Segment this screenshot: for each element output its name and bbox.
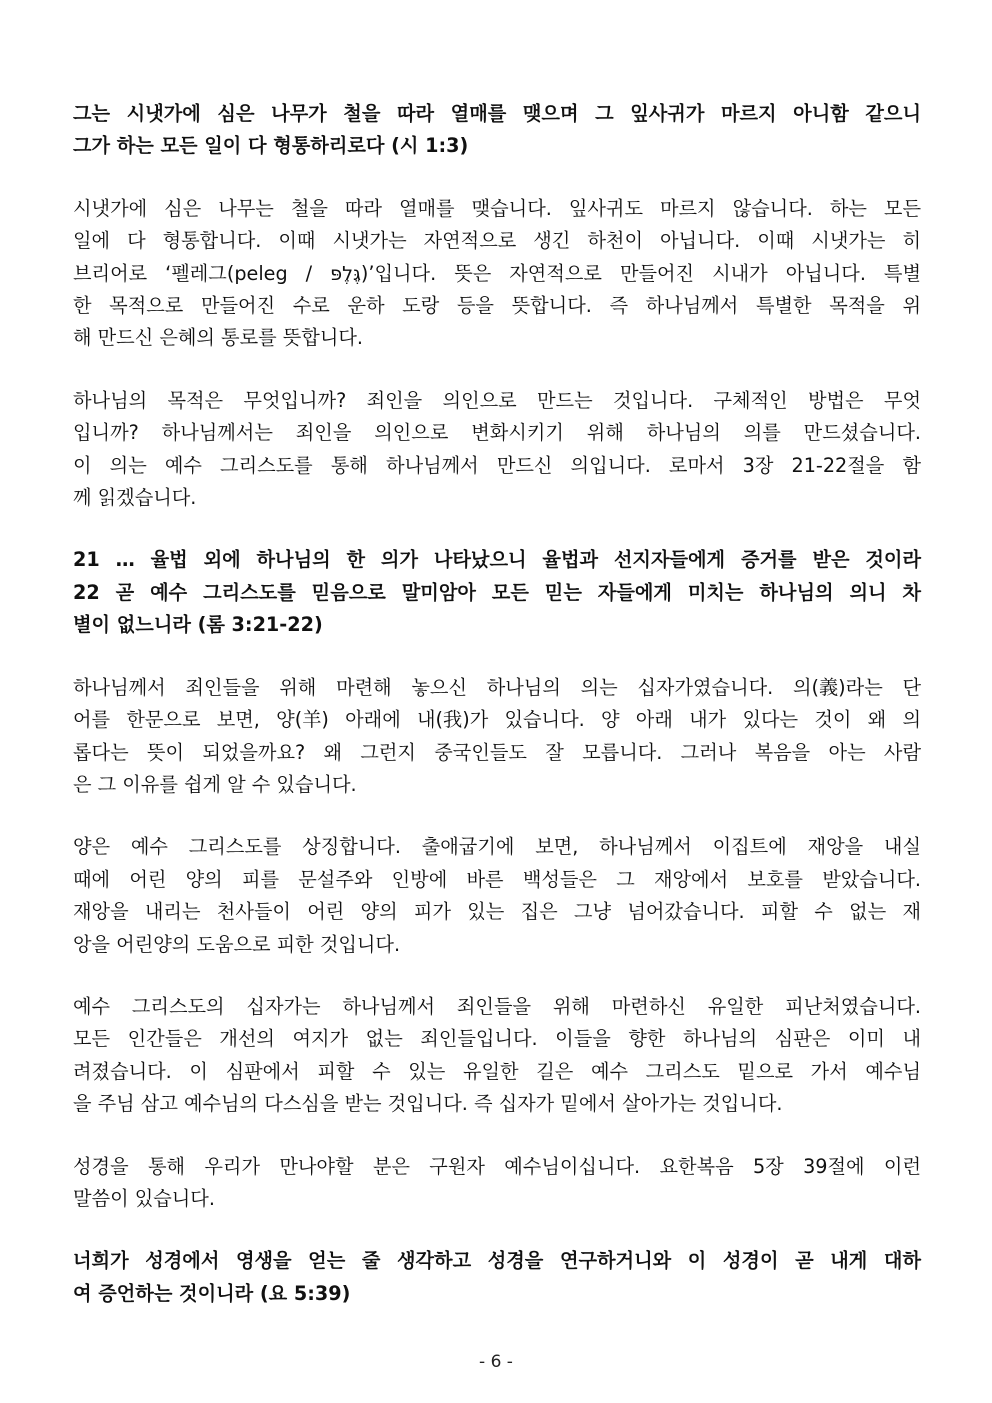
body-paragraph [73,385,921,515]
text-line: 여 증언하는 것이니라 (요 5:39) [73,1281,351,1305]
text-line: 브리어로 ‘펠레그(peleg / גֶּלֶפּ)’입니다. 뜻은 자연적으로 만들어진 시내가 아닙니다. 특별 [73,261,921,285]
text-line: 하나님의 목적은 무엇입니까? 죄인을 의인으로 만드는 것입니다. 구체적인 방법은 무엇 [73,388,921,412]
text-line: 재앙을 내리는 천사들이 어린 양의 피가 있는 집은 그냥 넘어갔습니다. 피할 수 없는 재 [73,900,921,924]
text-line: 너희가 성경에서 영생을 얻는 줄 생각하고 성경을 연구하거니와 이 성경이 곧 내게 대하 [73,1249,921,1273]
body-paragraph [73,1151,921,1216]
text-line: 그는 시냇가에 심은 나무가 철을 따라 열매를 맺으며 그 잎사귀가 마르지 아니함 같으니 [73,102,921,125]
text-line: 한 목적으로 만들어진 수로 운하 도랑 등을 뜻합니다. 즉 하나님께서 특별한 목적을 위 [73,294,921,318]
text-line: 일에 다 형통합니다. 이때 시냇가는 자연적으로 생긴 하천이 아닙니다. 이때 시냇가는 히 [73,229,921,253]
text-line: 어를 한문으로 보면, 양(羊) 아래에 내(我)가 있습니다. 양 아래 내가 있다는 것이 왜 의 [73,708,921,732]
text-line: 입니까? 하나님께서는 죄인을 의인으로 변화시키기 위해 하나님의 의를 만드셨습니다. [73,421,921,445]
body-paragraph [73,672,921,802]
text-line: 말씀이 있습니다. [73,1186,215,1210]
scripture-quote [73,544,921,641]
text-line: 21 … 율법 외에 하나님의 한 의가 나타났으니 율법과 선지자들에게 증거를 받은 것이라 [73,548,921,572]
text-line: 예수 그리스도의 십자가는 하나님께서 죄인들을 위해 마련하신 유일한 피난처였습니다. [73,994,921,1018]
document-body [73,98,921,1340]
text-line: 시냇가에 심은 나무는 철을 따라 열매를 맺습니다. 잎사귀도 마르지 않습니다. 하는 모든 [73,196,921,220]
body-paragraph [73,991,921,1121]
text-line: 이 의는 예수 그리스도를 통해 하나님께서 만드신 의입니다. 로마서 3장 21-22절을 함 [73,453,921,477]
scripture-quote [73,98,921,163]
text-line: 모든 인간들은 개선의 여지가 없는 죄인들입니다. 이들을 향한 하나님의 심판은 이미 내 [73,1027,921,1051]
text-line: 하나님께서 죄인들을 위해 마련해 놓으신 하나님의 의는 십자가였습니다. 의(義)라는 단 [73,675,921,699]
text-line: 양은 예수 그리스도를 상징합니다. 출애굽기에 보면, 하나님께서 이집트에 재앙을 내실 [73,835,921,859]
text-line: 별이 없느니라 (롬 3:21-22) [73,613,323,637]
page-number: - 6 - [479,1352,513,1372]
text-line: 께 읽겠습니다. [73,486,197,510]
text-line: 려졌습니다. 이 심판에서 피할 수 있는 유일한 길은 예수 그리스도 밑으로 가서 예수님 [73,1059,921,1083]
text-line: 그가 하는 모든 일이 다 형통하리로다 (시 1:3) [73,134,469,158]
text-line: 롭다는 뜻이 되었을까요? 왜 그런지 중국인들도 잘 모릅니다. 그러나 복음을 아는 사람 [73,740,921,764]
scripture-quote [73,1245,921,1310]
text-line: 앙을 어린양의 도움으로 피한 것입니다. [73,932,401,956]
text-line: 을 주님 삼고 예수님의 다스심을 받는 것입니다. 즉 십자가 밑에서 살아가는 것입니다. [73,1092,783,1116]
text-line: 해 만드신 은혜의 통로를 뜻합니다. [73,326,363,350]
text-line: 은 그 이유를 쉽게 알 수 있습니다. [73,772,357,796]
body-paragraph [73,831,921,961]
text-line: 22 곧 예수 그리스도를 믿음으로 말미암아 모든 믿는 자들에게 미치는 하나님의 의니 차 [73,580,921,604]
text-line: 성경을 통해 우리가 만나야할 분은 구원자 예수님이십니다. 요한복음 5장 39절에 이런 [73,1154,921,1178]
text-line: 때에 어린 양의 피를 문설주와 인방에 바른 백성들은 그 재앙에서 보호를 받았습니다. [73,867,921,891]
body-paragraph [73,193,921,355]
